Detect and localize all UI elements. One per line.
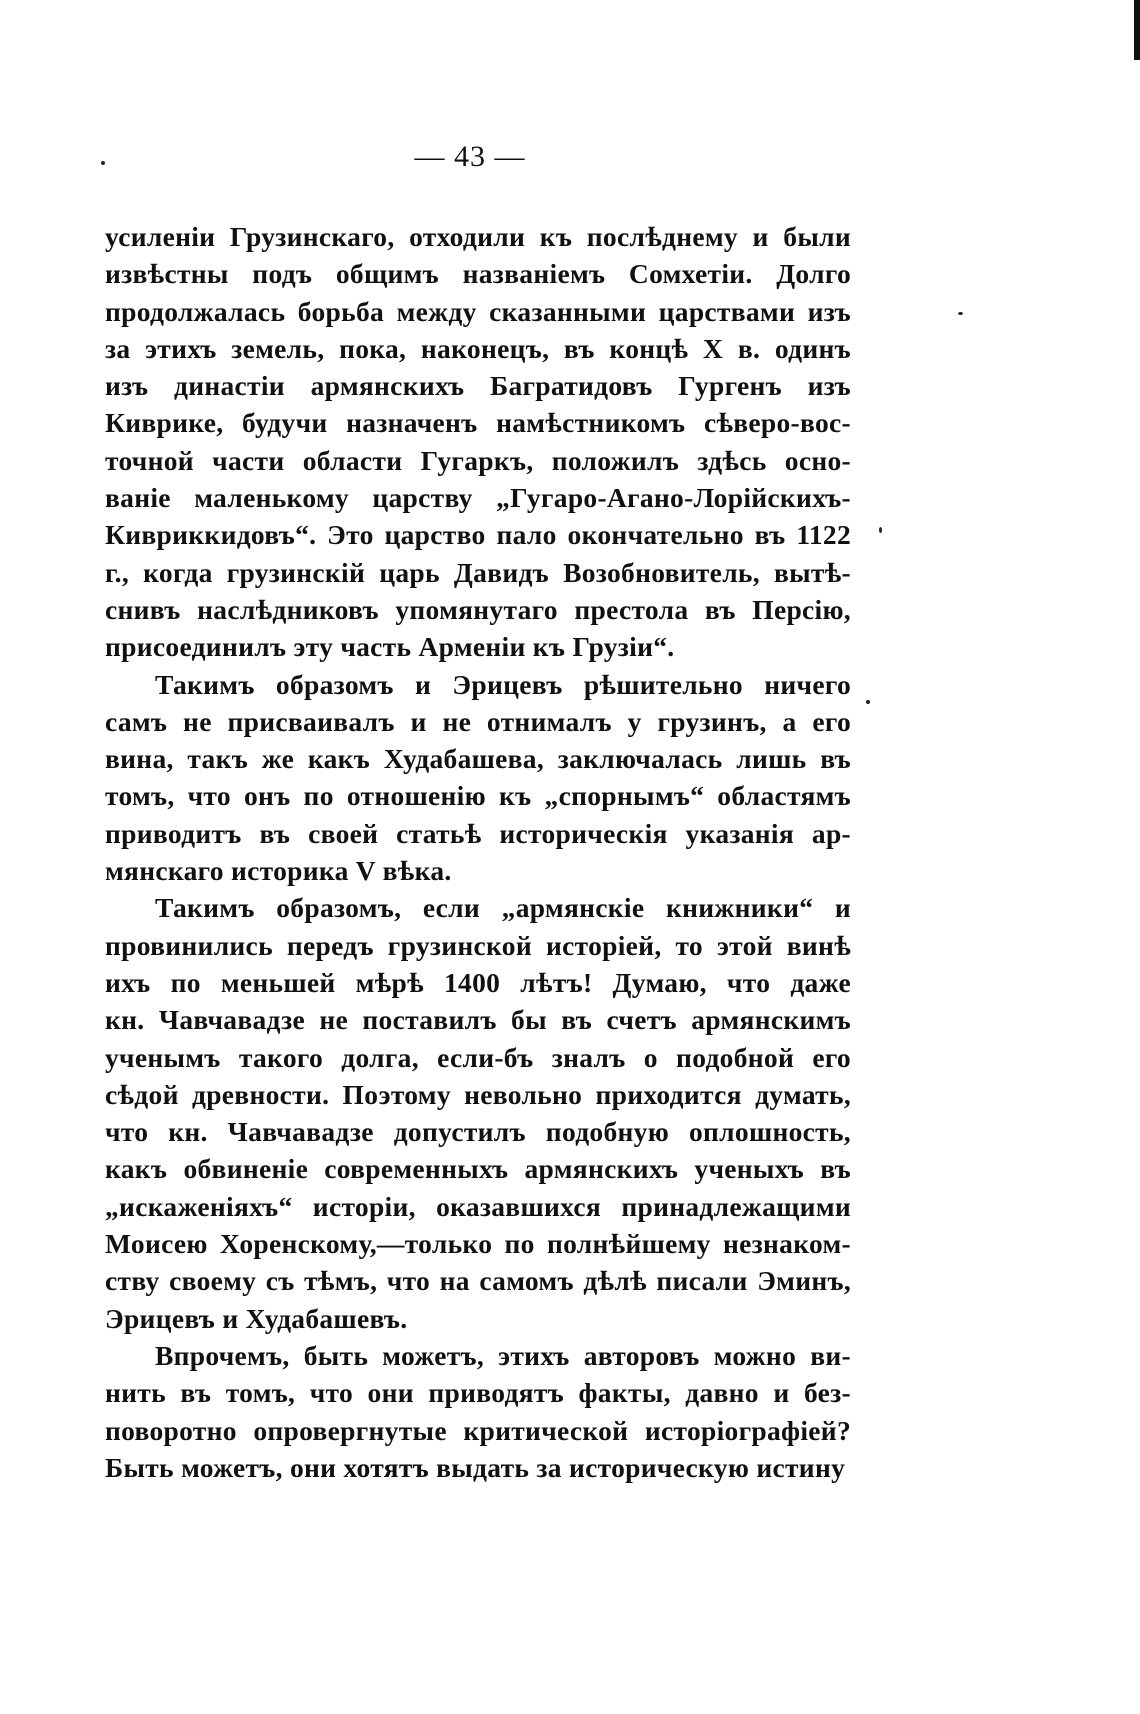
scan-speck — [866, 700, 870, 704]
text-line: Киврике, будучи назначенъ намѣстникомъ сѣверо-вос- — [105, 407, 851, 439]
text-line: снивъ наслѣдниковъ упомянутаго престола въ Персію, — [105, 593, 851, 625]
text-line: ихъ по меньшей мѣрѣ 1400 лѣтъ! Думаю, что даже — [105, 966, 851, 998]
text-line: ству своему съ тѣмъ, что на самомъ дѣлѣ писали Эминъ, — [105, 1265, 851, 1297]
paragraph — [105, 1337, 851, 1486]
paragraph — [105, 666, 851, 890]
text-line: Такимъ образомъ, если „армянскіе книжники“ и — [155, 892, 851, 924]
text-line: что кн. Чавчавадзе допустилъ подобную оплошность, — [105, 1116, 851, 1148]
text-line: сѣдой древности. Поэтому невольно приходится думать, — [105, 1078, 851, 1110]
text-line: вина, такъ же какъ Худабашева, заключалась лишь въ — [105, 743, 851, 775]
text-line: какъ обвиненіе современныхъ армянскихъ ученыхъ въ — [105, 1153, 851, 1185]
text-line: ученымъ такого долга, если-бъ зналъ о подобной его — [105, 1041, 851, 1073]
text-line: кн. Чавчавадзе не поставилъ бы въ счетъ армянскимъ — [105, 1004, 851, 1036]
text-line: ваніе маленькому царству „Гугаро-Агано-Лорійскихъ- — [105, 482, 851, 514]
text-line: приводитъ въ своей статьѣ историческія указанія ар- — [105, 817, 851, 849]
text-line: поворотно опровергнутые критической исторіографіей? — [105, 1414, 851, 1446]
text-line: усиленіи Грузинскаго, отходили къ послѣднему и были — [105, 221, 851, 252]
text-line: продолжалась борьба между сказанными царствами изъ — [105, 295, 851, 327]
text-line: г., когда грузинскій царь Давидъ Возобновитель, вытѣ- — [105, 556, 851, 588]
text-line: извѣстны подъ общимъ названіемъ Сомхетіи. Долго — [105, 258, 851, 290]
text-line: за этихъ земель, пока, наконецъ, въ концѣ X в. одинъ — [105, 332, 851, 364]
text-line: самъ не присваивалъ и не отнималъ у грузинъ, а его — [105, 705, 851, 737]
text-line: присоединилъ эту часть Арменіи къ Грузіи“. — [105, 631, 675, 663]
paragraph — [105, 218, 851, 666]
text-line: Кивриккидовъ“. Это царство пало окончательно въ 1122 — [105, 519, 851, 551]
text-line: Моисею Хоренскому,—только по полнѣйшему незнаком- — [105, 1228, 851, 1260]
text-line: Быть можетъ, они хотятъ выдать за историческую истину — [105, 1451, 846, 1483]
text-line: „искаженіяхъ“ исторіи, оказавшихся принадлежащими — [105, 1190, 851, 1222]
page-number: — 43 — — [414, 140, 526, 173]
scan-edge-mark — [1134, 0, 1140, 60]
scan-speck — [879, 527, 882, 533]
text-line: изъ династіи армянскихъ Багратидовъ Гургенъ изъ — [105, 370, 851, 402]
main-text — [105, 218, 851, 1486]
paragraph — [105, 889, 851, 1337]
scan-speck — [958, 312, 963, 315]
text-line: мянскаго историка V вѣка. — [105, 855, 452, 887]
text-line: томъ, что онъ по отношенію къ „спорнымъ“ областямъ — [105, 780, 851, 812]
text-line: Эрицевъ и Худабашевъ. — [105, 1302, 408, 1334]
text-line: провинились передъ грузинской исторіей, то этой винѣ — [105, 929, 851, 961]
text-line: нить въ томъ, что они приводятъ факты, давно и без- — [105, 1377, 851, 1409]
text-line: Такимъ образомъ и Эрицевъ рѣшительно ничего — [155, 668, 851, 700]
text-line: точной части области Гугаркъ, положилъ здѣсь осно- — [105, 444, 851, 476]
text-line: Впрочемъ, быть можетъ, этихъ авторовъ можно ви- — [155, 1339, 851, 1371]
